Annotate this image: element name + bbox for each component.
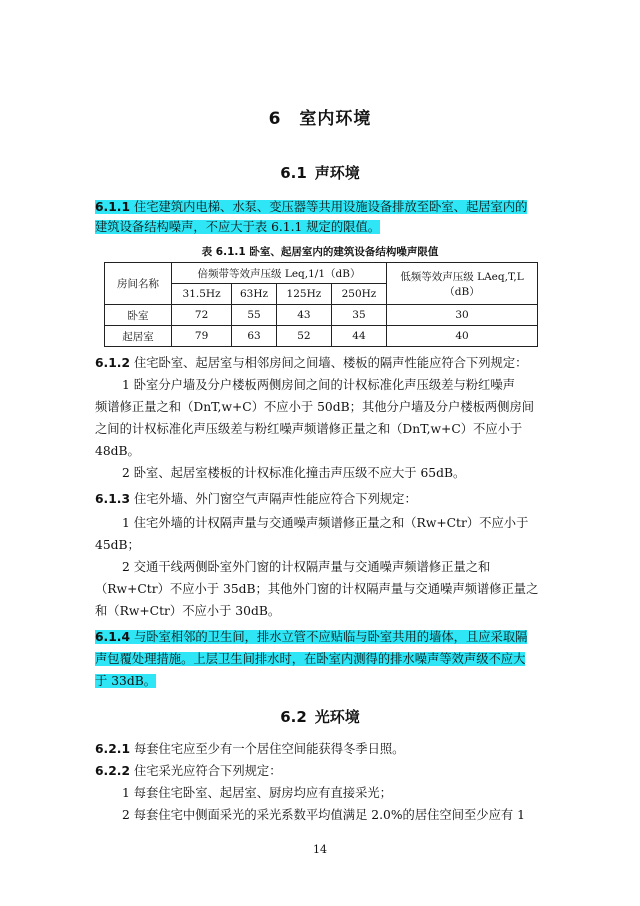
header-octave: 倍频带等效声压级 Leq,1/1（dB） <box>172 263 387 284</box>
noise-limit-table <box>104 262 538 347</box>
clause-6-1-4-line1: 6.1.4 与卧室相邻的卫生间，排水立管不应贴临与卧室共用的墙体，且应采取隔 <box>95 630 528 644</box>
document-page: 6 室内环境 6.1 声环境 6.1.1 住宅建筑内电梯、水泵、变压器等共用设施设备排放至卧室、起居室内的 建筑设备结构噪声，不应大于表 6.1.1 规定的限值。 表 6.1.1 卧室、起居室内的建筑设备结构噪声限值 房间名称 倍频带等效声压级 Leq,1/1（dB） 低频等效声压级 LAeq,T,L（dB） 31.5Hz 63Hz 125Hz 250Hz 卧室 72 55 43 35 30 起居室 79 63 52 44 40 6.1.2 住宅卧室、起居室与相邻房间之间墙、楼板的隔声性能应符合下列规定： 1 卧室分户墙及分户楼板两侧房间之间的计权标准化声压级差与粉红噪声 频谱修正量之和（DnT,w+C）不应小于 50dB；其他分户墙及分户楼板两侧房间 之间的计权标准化声压级差与粉红噪声频谱修正量之和（DnT,w+C）不应小于 48dB。 2 卧室、起居室楼板的计权标准化撞击声压级不应大于 65dB。 6.1.3 住宅外墙、外门窗空气声隔声性能应符合下列规定： 1 住宅外墙的计权隔声量与交通噪声频谱修正量之和（Rw+Ctr）不应小于 45dB； 2 交通干线两侧卧室外门窗的计权隔声量与交通噪声频谱修正量之和 （Rw+Ctr）不应小于 35dB；其他外门窗的计权隔声量与交通噪声频谱修正量之 和（Rw+Ctr）不应小于 30dB。 6.1.4 与卧室相邻的卫生间，排水立管不应贴临与卧室共用的墙体，且应采取隔 声包覆处理措施。上层卫生间排水时，在卧室内测得的排水噪声等效声级不应大 于 33dB。 6.2 光环境 6.2.1 每套住宅应至少有一个居住空间能获得冬季日照。 6.2.2 住宅采光应符合下列规定： 1 每套住宅卧室、起居室、厨房均应有直接采光； 2 每套住宅中侧面采光的采光系数平均值满足 2.0%的居住空间至少应有 1 14 <box>0 0 640 906</box>
clause-6-1-4-line3: 于 33dB。 <box>95 674 157 688</box>
clause-6-1-3: 6.1.3 住宅外墙、外门窗空气声隔声性能应符合下列规定： <box>95 492 417 506</box>
clause-6-2-1: 6.2.1 每套住宅应至少有一个居住空间能获得冬季日照。 <box>95 742 405 756</box>
band-cell: 31.5Hz <box>172 284 232 305</box>
band-cell: 63Hz <box>232 284 277 305</box>
table-caption: 表 6.1.1 卧室、起居室内的建筑设备结构噪声限值 <box>201 246 439 258</box>
clause-6-1-4-line2: 声包覆处理措施。上层卫生间排水时，在卧室内测得的排水噪声等效声级不应大 <box>95 652 526 666</box>
page-number: 14 <box>313 843 327 856</box>
clause-6-2-2: 6.2.2 住宅采光应符合下列规定： <box>95 764 282 778</box>
clause-6-1-2-item1: 1 卧室分户墙及分户楼板两侧房间之间的计权标准化声压级差与粉红噪声 <box>122 378 515 392</box>
clause-6-2-2-item2: 2 每套住宅中侧面采光的采光系数平均值满足 2.0%的居住空间至少应有 1 <box>122 808 525 822</box>
clause-6-2-2-item1: 1 每套住宅卧室、起居室、厨房均应有直接采光； <box>122 786 392 800</box>
section-6-1-title: 6.1 声环境 <box>280 164 360 182</box>
table-row: 起居室 79 63 52 44 40 <box>105 326 538 347</box>
clause-6-1-1-line1: 6.1.1 住宅建筑内电梯、水泵、变压器等共用设施设备排放至卧室、起居室内的 <box>95 200 528 214</box>
clause-6-1-3-item2: 2 交通干线两侧卧室外门窗的计权隔声量与交通噪声频谱修正量之和 <box>122 560 491 574</box>
table-row: 卧室 72 55 43 35 30 <box>105 305 538 326</box>
clause-6-1-2: 6.1.2 住宅卧室、起居室与相邻房间之间墙、楼板的隔声性能应符合下列规定： <box>95 356 528 370</box>
clause-6-1-3-item1: 1 住宅外墙的计权隔声量与交通噪声频谱修正量之和（Rw+Ctr）不应小于 <box>122 516 529 530</box>
clause-6-1-2-item2: 2 卧室、起居室楼板的计权标准化撞击声压级不应大于 65dB。 <box>122 466 466 480</box>
header-room: 房间名称 <box>105 263 172 305</box>
chapter-title: 6 室内环境 <box>268 109 372 129</box>
band-cell: 250Hz <box>331 284 386 305</box>
section-6-2-title: 6.2 光环境 <box>280 708 360 726</box>
header-lowfreq: 低频等效声压级 LAeq,T,L（dB） <box>387 263 538 305</box>
clause-6-1-1-line2: 建筑设备结构噪声，不应大于表 6.1.1 规定的限值。 <box>95 220 381 234</box>
band-cell: 125Hz <box>276 284 331 305</box>
